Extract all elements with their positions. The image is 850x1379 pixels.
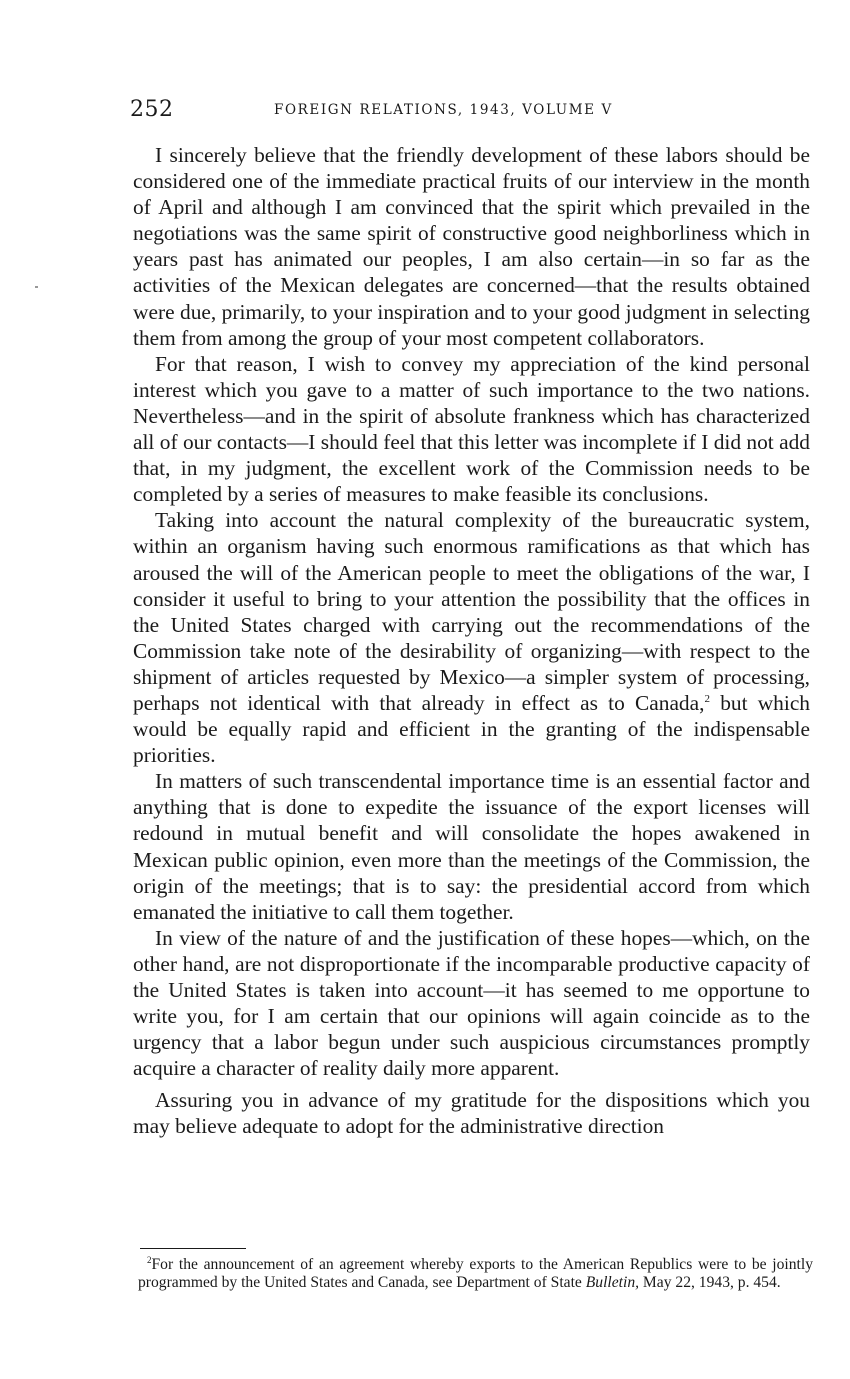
page-header [130, 97, 820, 127]
footnote [138, 1256, 813, 1291]
paragraph-3 [133, 507, 810, 768]
footnote-marker: 2 [147, 1254, 152, 1265]
running-head: FOREIGN RELATIONS, 1943, VOLUME V [274, 102, 613, 118]
footnote-italic-title: Bulletin, [585, 1273, 640, 1291]
paragraph-3-text-continued: but which would be equally rapid and efficient in the granting of the indispensable priorities. [133, 690, 811, 768]
paragraph-3-text: Taking into account the natural complexity of the bureaucratic system, within an organism having such enormous ramifications as that which has aroused the will of the American people to meet the obligations of the war, I consider it useful to bring to your attention the possibility that the offices in the United States charged with carrying out the recommendations of the Commission take note of the desirability of organizing—with respect to the shipment of articles requested by Mexico—a simpler system of processing, perhaps not identical with that already in effect as to Canada, [133, 508, 810, 715]
margin-mark [35, 286, 38, 288]
paragraph-6: Assuring you in advance of my gratitude for the dispositions which you may believe adequate to adopt for the administrative direction [133, 1088, 810, 1139]
paragraph-2: For that reason, I wish to convey my appreciation of the kind personal interest which you gave to a matter of such importance to the two nations. Nevertheless—and in the spirit of absolute frankness which has characterized all of our contacts—I should feel that this letter was incomplete if I did not add that, in my judgment, the excellent work of the Commission needs to be completed by a series of measures to make feasible its conclusions. [133, 351, 810, 507]
footnote-text: For the announcement of an agreement whereby exports to the American Republics were to be jointly programmed by the United States and Canada, see Department of State [138, 1256, 813, 1291]
paragraph-5: In view of the nature of and the justification of these hopes—which, on the other hand, are not disproportionate if the incomparable productive capacity of the United States is taken into account—it has seemed to me opportune to write you, for I am certain that our opinions will again coincide as to the urgency that a labor begun under such auspicious circumstances promptly acquire a character of reality daily more apparent. [133, 925, 810, 1081]
paragraph-1: I sincerely believe that the friendly development of these labors should be considered one of the immediate practical fruits of our interview in the month of April and although I am convinced that the spirit which prevailed in the negotiations was the same spirit of constructive good neighborliness which in years past has animated our peoples, I am also certain—in so far as the activities of the Mexican delegates are concerned—that the results obtained were due, primarily, to your inspiration and to your good judgment in selecting them from among the group of your most competent collaborators. [133, 143, 810, 350]
page-number: 252 [130, 97, 174, 122]
footnote-citation: May 22, 1943, p. 454. [639, 1273, 781, 1291]
body-text [133, 142, 810, 1140]
paragraph-4: In matters of such transcendental importance time is an essential factor and anything that is done to expedite the issuance of the export licenses will redound in mutual benefit and will consolidate the hopes awakened in Mexican public opinion, even more than the meetings of the Commission, the origin of the meetings; that is to say: the presidential accord from which emanated the initiative to call them together. [133, 769, 810, 924]
footnote-paragraph [138, 1256, 813, 1291]
footnote-rule [140, 1248, 246, 1249]
footnote-reference: 2 [704, 692, 710, 705]
